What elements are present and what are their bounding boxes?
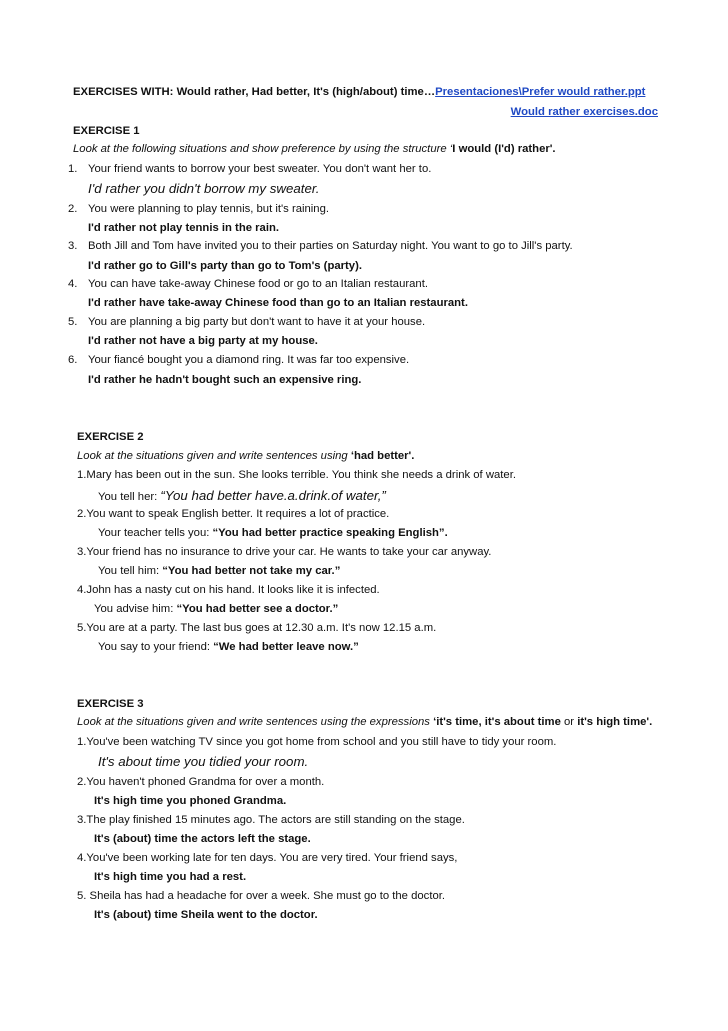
ex1-answer-6: I'd rather he hadn't bought such an expensive ring. bbox=[88, 374, 362, 386]
ex3-answer-1: It's about time you tidied your room. bbox=[98, 754, 309, 769]
ex1-question-2: 2. You were planning to play tennis, but it's raining. bbox=[68, 203, 330, 215]
ex3-question-3: 3.The play finished 15 minutes ago. The actors are still standing on the stage. bbox=[77, 814, 465, 826]
ex1-answer-5: I'd rather not have a big party at my house. bbox=[88, 335, 318, 347]
document-title: EXERCISES WITH: Would rather, Had better, It's (high/about) time… bbox=[73, 86, 436, 98]
presentation-link[interactable]: Presentaciones\Prefer would rather.ppt bbox=[435, 86, 646, 98]
ex1-question-1: 1. Your friend wants to borrow your best sweater. You don't want her to. bbox=[68, 163, 432, 175]
ex1-question-5: 5. You are planning a big party but don't want to have it at your house. bbox=[68, 316, 426, 328]
ex2-question-3: 3.Your friend has no insurance to drive your car. He wants to take your car anyway. bbox=[77, 546, 492, 558]
ex3-question-4: 4.You've been working late for ten days. You are very tired. Your friend says, bbox=[77, 852, 458, 864]
ex3-answer-5: It's (about) time Sheila went to the doctor. bbox=[94, 909, 318, 921]
ex1-question-3: 3. Both Jill and Tom have invited you to their parties on Saturday night. You want to go to Jill's party. bbox=[68, 240, 573, 252]
ex3-answer-3: It's (about) time the actors left the stage. bbox=[94, 833, 311, 845]
ex1-question-6: 6. Your fiancé bought you a diamond ring. It was far too expensive. bbox=[68, 354, 410, 366]
ex3-question-2: 2.You haven't phoned Grandma for over a month. bbox=[77, 776, 325, 788]
ex2-answer-2: Your teacher tells you: “You had better practice speaking English”. bbox=[98, 527, 448, 539]
ex1-answer-4: I'd rather have take-away Chinese food than go to an Italian restaurant. bbox=[88, 297, 468, 309]
ex2-question-1: 1.Mary has been out in the sun. She looks terrible. You think she needs a drink of water. bbox=[77, 469, 516, 481]
ex2-question-5: 5.You are at a party. The last bus goes at 12.30 a.m. It's now 12.15 a.m. bbox=[77, 622, 437, 634]
exercise-3-title: EXERCISE 3 bbox=[77, 698, 144, 710]
ex1-answer-1: I'd rather you didn't borrow my sweater. bbox=[88, 181, 320, 196]
ex1-answer-2: I'd rather not play tennis in the rain. bbox=[88, 222, 279, 234]
ex2-answer-1: You tell her: “You had better have.a.drink.of water,” bbox=[98, 488, 386, 503]
ex3-answer-2: It's high time you phoned Grandma. bbox=[94, 795, 287, 807]
ex2-answer-3: You tell him: “You had better not take my car.” bbox=[98, 565, 341, 577]
ex2-answer-4: You advise him: “You had better see a doctor.” bbox=[94, 603, 339, 615]
ex3-question-5: 5. Sheila has had a headache for over a week. She must go to the doctor. bbox=[77, 890, 446, 902]
ex3-question-1: 1.You've been watching TV since you got home from school and you still have to tidy your room. bbox=[77, 736, 557, 748]
exercise-2-title: EXERCISE 2 bbox=[77, 431, 144, 443]
exercise-2-instructions: Look at the situations given and write sentences using ‘had better'. bbox=[77, 450, 415, 462]
ex2-answer-5: You say to your friend: “We had better leave now.” bbox=[98, 641, 359, 653]
exercise-1-title: EXERCISE 1 bbox=[73, 125, 140, 137]
exercises-doc-link[interactable]: Would rather exercises.doc bbox=[510, 106, 658, 118]
header-line bbox=[73, 86, 645, 98]
ex1-answer-3: I'd rather go to Gill's party than go to Tom's (party). bbox=[88, 260, 362, 272]
ex1-question-4: 4. You can have take-away Chinese food or go to an Italian restaurant. bbox=[68, 278, 428, 290]
ex2-question-2: 2.You want to speak English better. It requires a lot of practice. bbox=[77, 508, 390, 520]
exercise-3-instructions: Look at the situations given and write sentences using the expressions ‘it's time, it's about time or it's high time'. bbox=[77, 716, 653, 728]
exercise-1-instructions: Look at the following situations and show preference by using the structure ‘I would (I'd) rather'. bbox=[73, 143, 556, 155]
ex3-answer-4: It's high time you had a rest. bbox=[94, 871, 247, 883]
ex2-question-4: 4.John has a nasty cut on his hand. It looks like it is infected. bbox=[77, 584, 380, 596]
